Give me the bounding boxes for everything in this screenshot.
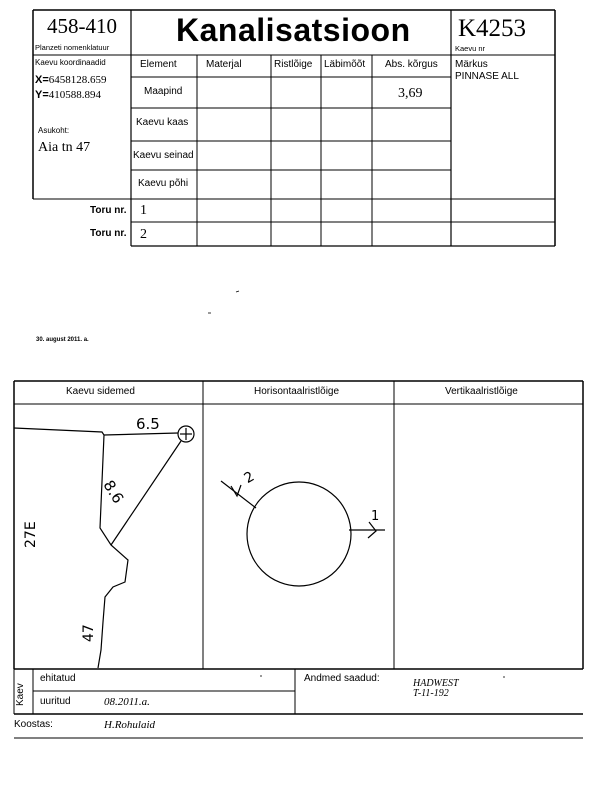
y-label: Y= — [35, 89, 49, 101]
panel-title-connections: Kaevu sidemed — [66, 386, 135, 397]
x-coordinate — [35, 75, 107, 86]
x-label: X= — [35, 74, 49, 86]
pipe-cross-section — [221, 481, 385, 586]
header-material: Materjal — [206, 59, 242, 70]
well-symbol — [178, 426, 194, 442]
note-pipe-1: 1 — [371, 509, 380, 524]
note-distance-86: 8.6 — [99, 476, 128, 507]
row-ground-abs: 3,69 — [398, 86, 423, 101]
x-value: 6458128.659 — [48, 74, 107, 86]
panel-title-horizontal: Horisontaalristlõige — [254, 386, 340, 397]
date-line: 30. august 2011. a. — [36, 337, 89, 343]
surveyed-label: uuritud — [40, 696, 71, 707]
well-number-label: Kaevu nr — [455, 44, 486, 53]
header-cross-section: Ristlõige — [274, 59, 313, 70]
compiled-value: H.Rohulaid — [104, 719, 156, 731]
y-coordinate — [35, 90, 101, 101]
page-title: Kanalisatsioon — [176, 12, 411, 48]
note-distance-65: 6.5 — [136, 415, 160, 433]
data-source-value-2: T-11-192 — [413, 688, 449, 699]
well-side-label: Kaev — [15, 683, 26, 706]
nomenclature-code: 458-410 — [47, 14, 117, 38]
pipe-1-value: 1 — [140, 203, 147, 218]
remarks-value: PINNASE ALL — [455, 71, 519, 82]
surveyed-value: 08.2011.a. — [104, 696, 150, 708]
nomenclature-label: Planzeti nomenklatuur — [35, 43, 110, 52]
header-element: Element — [140, 59, 177, 70]
note-pipe-2: 2 — [241, 468, 258, 487]
pipe-2-label: Toru nr. — [90, 228, 127, 239]
remarks-label: Märkus — [455, 59, 488, 70]
row-walls-element: Kaevu seinad — [133, 150, 194, 161]
well-number: K4253 — [458, 15, 527, 42]
pipe-1-label: Toru nr. — [90, 205, 127, 216]
pipe-2-value: 2 — [140, 227, 147, 242]
panel-title-vertical: Vertikaalristlõige — [445, 386, 518, 397]
header-diameter: Läbimõõt — [324, 59, 366, 70]
row-lid-element: Kaevu kaas — [136, 117, 189, 128]
note-47: 47 — [81, 624, 97, 642]
row-ground-element: Maapind — [144, 86, 183, 97]
built-label: ehitatud — [40, 673, 76, 684]
y-value: 410588.894 — [48, 89, 102, 101]
data-source-value-1: HADWEST — [413, 678, 459, 689]
note-27e: 27E — [23, 521, 39, 548]
location-label: Asukoht: — [38, 126, 70, 135]
data-source-label: Andmed saadud: — [304, 673, 380, 684]
header-abs-height: Abs. kõrgus — [385, 59, 438, 70]
location-value: Aia tn 47 — [38, 140, 91, 155]
row-bottom-element: Kaevu põhi — [138, 178, 189, 189]
coords-label: Kaevu koordinaadid — [35, 58, 106, 67]
compiled-label: Koostas: — [14, 719, 53, 730]
